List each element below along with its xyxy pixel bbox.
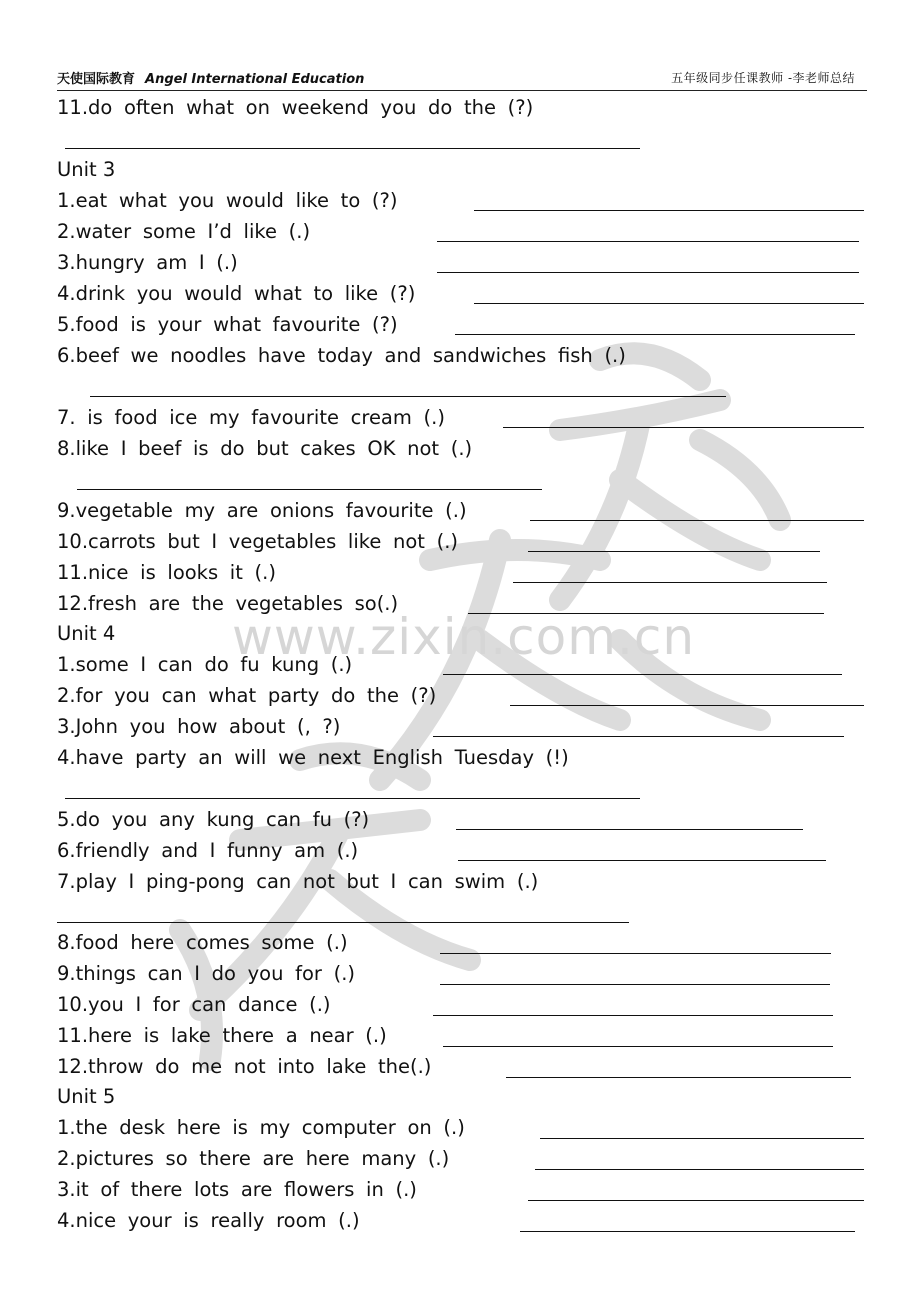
exercise-line bbox=[57, 989, 331, 1020]
exercise-line bbox=[57, 866, 538, 897]
exercise-prompt: 3.it of there lots are flowers in (.) bbox=[57, 1178, 417, 1201]
exercise-prompt: 8.like I beef is do but cakes OK not (.) bbox=[57, 437, 473, 460]
answer-blank[interactable] bbox=[528, 1200, 864, 1201]
exercise-prompt: 12.throw do me not into lake the(.) bbox=[57, 1055, 432, 1078]
exercise-line bbox=[57, 958, 355, 989]
answer-blank[interactable] bbox=[90, 396, 726, 397]
exercise-line bbox=[57, 402, 445, 433]
unit-title: Unit 3 bbox=[57, 158, 116, 181]
exercise-line bbox=[57, 495, 467, 526]
exercise-prompt: 5.food is your what favourite (?) bbox=[57, 313, 398, 336]
exercise-line bbox=[57, 433, 472, 464]
exercise-prompt: 7. is food ice my favourite cream (.) bbox=[57, 406, 445, 429]
exercise-line bbox=[57, 1143, 449, 1174]
answer-blank[interactable] bbox=[513, 582, 827, 583]
exercise-prompt: 4.drink you would what to like (?) bbox=[57, 282, 416, 305]
answer-blank[interactable] bbox=[503, 427, 864, 428]
header-teacher-note: 五年级同步任课教师 -李老师总结 bbox=[671, 71, 855, 85]
exercise-prompt: 9.vegetable my are onions favourite (.) bbox=[57, 499, 467, 522]
exercise-prompt: 11.here is lake there a near (.) bbox=[57, 1024, 387, 1047]
exercise-line bbox=[57, 649, 352, 680]
exercise-prompt: 2.pictures so there are here many (.) bbox=[57, 1147, 450, 1170]
exercise-line bbox=[57, 557, 276, 588]
answer-blank[interactable] bbox=[456, 829, 803, 830]
answer-blank[interactable] bbox=[468, 613, 824, 614]
answer-blank[interactable] bbox=[433, 736, 844, 737]
answer-blank[interactable] bbox=[77, 489, 542, 490]
answer-blank[interactable] bbox=[520, 1231, 855, 1232]
exercise-line bbox=[57, 1205, 360, 1236]
answer-blank[interactable] bbox=[535, 1169, 864, 1170]
exercise-line bbox=[57, 278, 415, 309]
exercise-prompt: 8.food here comes some (.) bbox=[57, 931, 348, 954]
exercise-line bbox=[57, 1174, 417, 1205]
answer-blank[interactable] bbox=[443, 674, 842, 675]
answer-blank[interactable] bbox=[455, 334, 855, 335]
exercise-prompt: 5.do you any kung can fu (?) bbox=[57, 808, 370, 831]
unit-title: Unit 4 bbox=[57, 622, 116, 645]
exercise-line bbox=[57, 340, 626, 371]
exercise-line bbox=[57, 526, 458, 557]
exercise-line bbox=[57, 680, 436, 711]
exercise-line bbox=[57, 835, 358, 866]
exercise-line bbox=[57, 711, 340, 742]
exercise-prompt: 4.nice your is really room (.) bbox=[57, 1209, 360, 1232]
header-school-en: Angel International Education bbox=[145, 72, 365, 87]
exercise-line bbox=[57, 1020, 387, 1051]
exercise-prompt: 1.some I can do fu kung (.) bbox=[57, 653, 353, 676]
answer-blank[interactable] bbox=[458, 860, 826, 861]
exercise-line bbox=[57, 742, 569, 773]
exercise-prompt: 10.carrots but I vegetables like not (.) bbox=[57, 530, 459, 553]
answer-blank[interactable] bbox=[433, 1015, 833, 1016]
answer-blank[interactable] bbox=[474, 210, 864, 211]
unit-title: Unit 5 bbox=[57, 1085, 116, 1108]
answer-blank[interactable] bbox=[528, 551, 820, 552]
answer-blank[interactable] bbox=[474, 303, 864, 304]
exercise-line bbox=[57, 185, 398, 216]
exercise-line bbox=[57, 927, 348, 958]
exercise-prompt: 9.things can I do you for (.) bbox=[57, 962, 356, 985]
exercise-prompt: 3.hungry am I (.) bbox=[57, 251, 238, 274]
exercise-prompt: 11.do often what on weekend you do the (?) bbox=[57, 96, 534, 119]
answer-blank[interactable] bbox=[65, 798, 640, 799]
exercise-prompt: 4.have party an will we next English Tuesday (!) bbox=[57, 746, 569, 769]
answer-blank[interactable] bbox=[440, 953, 831, 954]
answer-blank[interactable] bbox=[65, 148, 640, 149]
exercise-prompt: 6.beef we noodles have today and sandwiches fish (.) bbox=[57, 344, 626, 367]
exercise-prompt: 7.play I ping-pong can not but I can swim (.) bbox=[57, 870, 539, 893]
exercise-line bbox=[57, 247, 238, 278]
exercise-line bbox=[57, 588, 398, 619]
exercise-line bbox=[57, 1051, 431, 1082]
exercise-line bbox=[57, 1112, 465, 1143]
answer-blank[interactable] bbox=[437, 241, 859, 242]
answer-blank[interactable] bbox=[57, 922, 629, 923]
exercise-prompt: 3.John you how about (, ?) bbox=[57, 715, 341, 738]
exercise-prompt: 12.fresh are the vegetables so(.) bbox=[57, 592, 399, 615]
answer-blank[interactable] bbox=[510, 705, 864, 706]
exercise-line bbox=[57, 92, 533, 123]
exercise-prompt: 10.you I for can dance (.) bbox=[57, 993, 331, 1016]
answer-blank[interactable] bbox=[437, 272, 859, 273]
exercise-prompt: 2.water some I’d like (.) bbox=[57, 220, 311, 243]
answer-blank[interactable] bbox=[540, 1138, 864, 1139]
website-watermark: www.zixin.com.cn bbox=[232, 608, 696, 666]
exercise-prompt: 6.friendly and I funny am (.) bbox=[57, 839, 359, 862]
answer-blank[interactable] bbox=[440, 984, 830, 985]
exercise-line bbox=[57, 309, 398, 340]
exercise-prompt: 2.for you can what party do the (?) bbox=[57, 684, 437, 707]
exercise-line bbox=[57, 804, 369, 835]
answer-blank[interactable] bbox=[530, 520, 864, 521]
answer-blank[interactable] bbox=[443, 1046, 833, 1047]
exercise-prompt: 11.nice is looks it (.) bbox=[57, 561, 276, 584]
exercise-line bbox=[57, 216, 310, 247]
answer-blank[interactable] bbox=[506, 1077, 851, 1078]
header-school-cn: 天使国际教育 bbox=[57, 72, 136, 87]
exercise-prompt: 1.eat what you would like to (?) bbox=[57, 189, 398, 212]
exercise-prompt: 1.the desk here is my computer on (.) bbox=[57, 1116, 465, 1139]
